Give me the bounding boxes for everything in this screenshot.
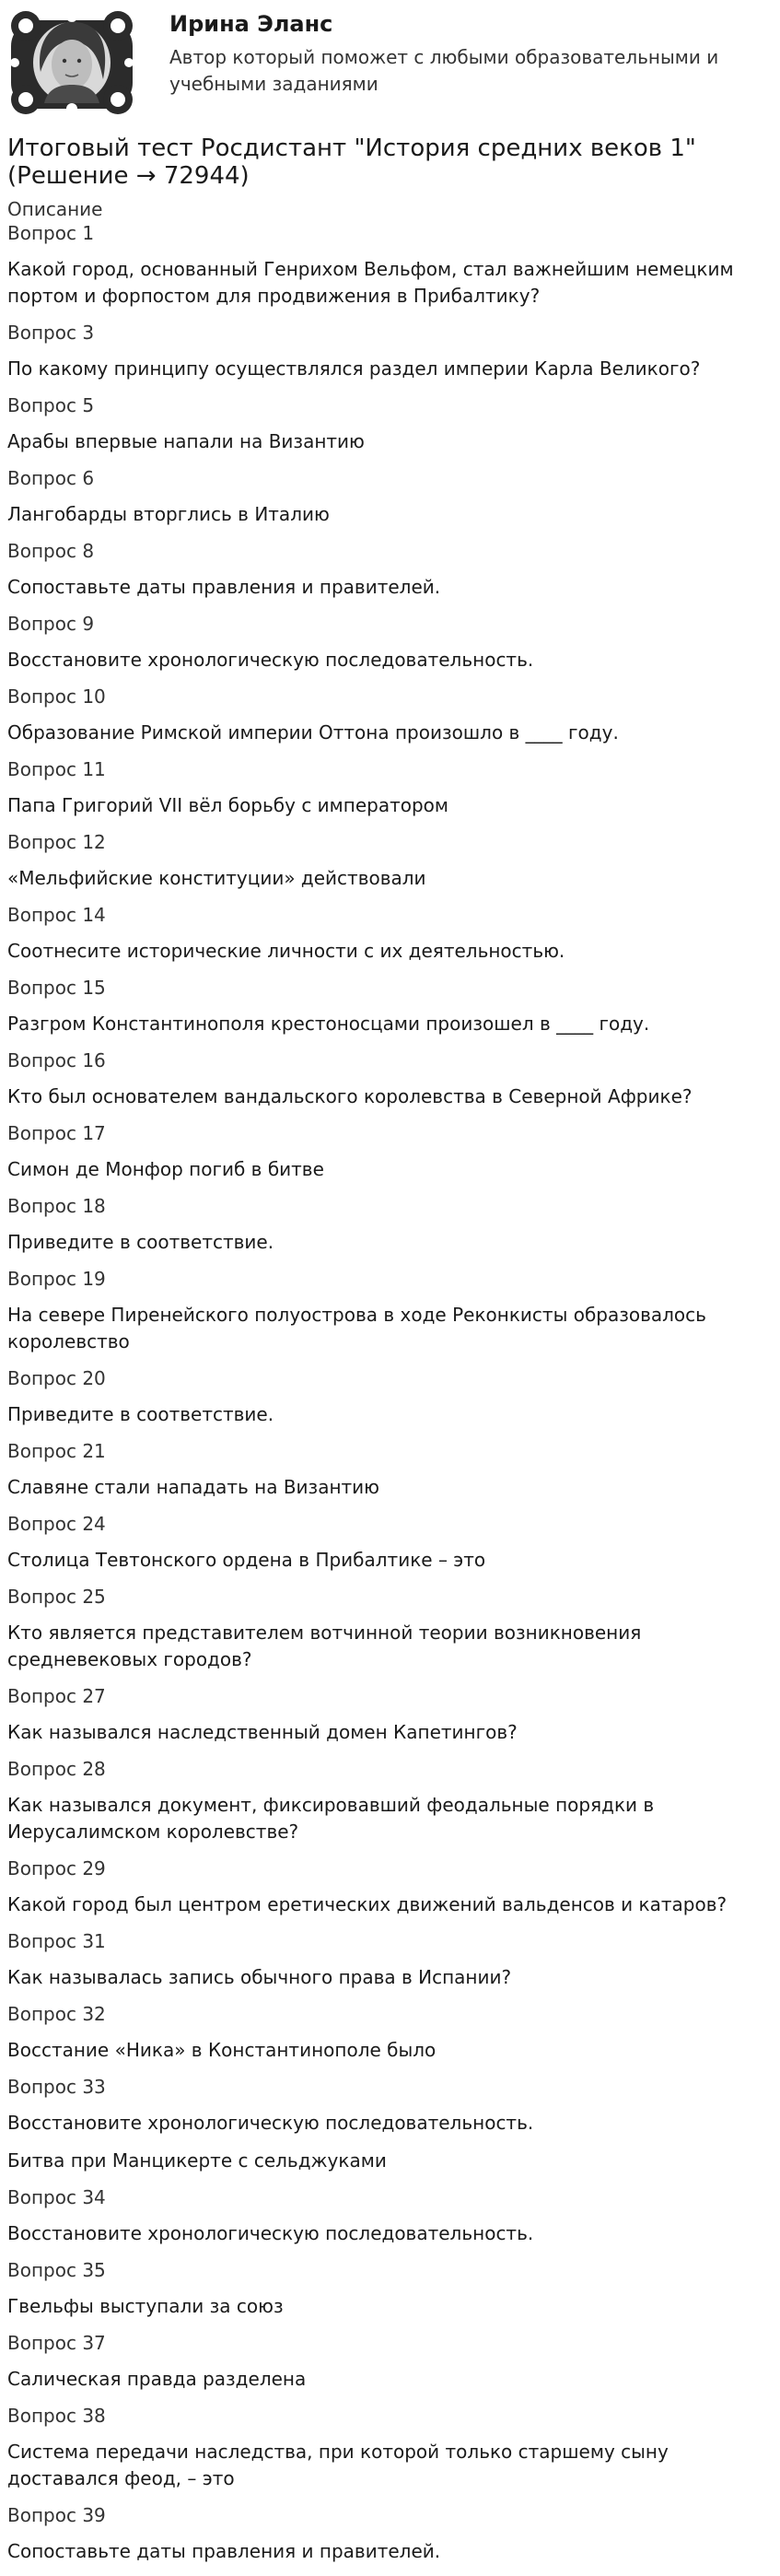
question-text[interactable]: Как назывался наследственный домен Капетингов? <box>7 1721 518 1743</box>
question-number: Вопрос 3 <box>7 322 95 344</box>
question-number: Вопрос 19 <box>7 1268 106 1290</box>
question-number: Вопрос 14 <box>7 904 106 926</box>
author-header <box>0 0 780 129</box>
question-number: Вопрос 11 <box>7 758 106 780</box>
question-item <box>7 1267 772 1355</box>
question-item <box>7 1366 772 1428</box>
question-number: Вопрос 5 <box>7 394 95 416</box>
question-number: Вопрос 8 <box>7 540 95 562</box>
question-text[interactable]: Как называлась запись обычного права в Испании? <box>7 1966 512 1988</box>
question-item <box>7 321 772 382</box>
question-item <box>7 1856 772 1918</box>
question-item <box>7 1757 772 1845</box>
question-item <box>7 612 772 673</box>
question-number: Вопрос 33 <box>7 2076 106 2098</box>
question-text[interactable]: Столица Тевтонского ордена в Прибалтике – это <box>7 1549 486 1571</box>
question-number: Вопрос 21 <box>7 1440 106 1462</box>
question-text[interactable]: Гвельфы выступали за союз <box>7 2295 284 2317</box>
question-item <box>7 2002 772 2064</box>
question-item <box>7 1048 772 1110</box>
question-text[interactable]: Кто был основателем вандальского королевства в Северной Африке? <box>7 1085 693 1107</box>
question-text[interactable]: Система передачи наследства, при которой только старшему сыну доставался феод, – это <box>7 2441 669 2489</box>
question-number: Вопрос 29 <box>7 1857 106 1879</box>
question-item <box>7 539 772 601</box>
question-item <box>7 393 772 455</box>
question-item <box>7 2404 772 2492</box>
question-number: Вопрос 32 <box>7 2003 106 2025</box>
question-text[interactable]: Восстановите хронологическую последовательность. <box>7 2112 534 2134</box>
question-item <box>7 2075 772 2174</box>
question-item <box>7 1439 772 1501</box>
question-number: Вопрос 25 <box>7 1586 106 1608</box>
question-number: Вопрос 24 <box>7 1513 106 1535</box>
question-item <box>7 221 772 310</box>
question-text[interactable]: Образование Римской империи Оттона произошло в ____ году. <box>7 721 619 744</box>
question-text[interactable]: Восстание «Ника» в Константинополе было <box>7 2039 437 2061</box>
question-number: Вопрос 38 <box>7 2405 106 2427</box>
question-text[interactable]: Славяне стали нападать на Византию <box>7 1476 380 1498</box>
question-number: Вопрос 12 <box>7 831 106 853</box>
question-item <box>7 903 772 965</box>
question-text[interactable]: Разгром Константинополя крестоносцами произошел в ____ году. <box>7 1013 650 1035</box>
question-item <box>7 1194 772 1256</box>
questions-container <box>7 221 772 2565</box>
question-number: Вопрос 17 <box>7 1122 106 1144</box>
question-item <box>7 1684 772 1746</box>
question-item <box>7 2503 772 2565</box>
page-title: Итоговый тест Росдистант "История средних веков 1" (Решение → 72944) <box>7 135 696 190</box>
question-number: Вопрос 35 <box>7 2259 106 2281</box>
question-number: Вопрос 9 <box>7 613 95 635</box>
question-item <box>7 2185 772 2247</box>
question-text[interactable]: Приведите в соответствие. <box>7 1403 274 1425</box>
author-avatar[interactable] <box>7 7 136 116</box>
question-item <box>7 2258 772 2320</box>
question-text[interactable]: Лангобарды вторглись в Италию <box>7 503 330 525</box>
question-text[interactable]: Какой город, основанный Генрихом Вельфом, стал важнейшим немецким портом и форпостом для продвижения в Прибалтику? <box>7 258 734 307</box>
question-number: Вопрос 16 <box>7 1049 106 1071</box>
question-item <box>7 830 772 892</box>
question-text[interactable]: По какому принципу осуществлялся раздел империи Карла Великого? <box>7 357 701 380</box>
description-label: Описание <box>7 198 103 220</box>
question-text[interactable]: Соотнесите исторические личности с их деятельностью. <box>7 940 565 962</box>
question-number: Вопрос 27 <box>7 1685 106 1707</box>
question-text[interactable]: Кто является представителем вотчинной теории возникновения средневековых городов? <box>7 1622 642 1670</box>
author-name[interactable]: Ирина Эланс <box>169 11 333 37</box>
question-item <box>7 685 772 746</box>
question-text[interactable]: Приведите в соответствие. <box>7 1231 274 1253</box>
question-text[interactable]: Сопоставьте даты правления и правителей. <box>7 576 441 598</box>
question-item <box>7 466 772 528</box>
question-number: Вопрос 39 <box>7 2504 106 2526</box>
question-text[interactable]: Как назывался документ, фиксировавший феодальные порядки в Иерусалимском королевстве? <box>7 1794 655 1843</box>
question-text[interactable]: Битва при Манцикерте с сельджуками <box>7 2149 387 2172</box>
question-text[interactable]: На севере Пиренейского полуострова в ходе Реконкисты образовалось королевство <box>7 1304 706 1352</box>
question-number: Вопрос 18 <box>7 1195 106 1217</box>
question-number: Вопрос 6 <box>7 467 95 489</box>
question-number: Вопрос 37 <box>7 2332 106 2354</box>
question-item <box>7 1585 772 1673</box>
author-description: Автор который поможет с любыми образовательными и учебными заданиями <box>169 46 719 95</box>
question-item <box>7 757 772 819</box>
question-text[interactable]: Салическая правда разделена <box>7 2368 307 2390</box>
question-number: Вопрос 15 <box>7 977 106 999</box>
question-text[interactable]: Папа Григорий VII вёл борьбу с императором <box>7 794 448 816</box>
question-number: Вопрос 28 <box>7 1758 106 1780</box>
question-item <box>7 2331 772 2393</box>
question-text[interactable]: «Мельфийские конституции» действовали <box>7 867 426 889</box>
question-text[interactable]: Восстановите хронологическую последовательность. <box>7 2222 534 2244</box>
question-text[interactable]: Восстановите хронологическую последовательность. <box>7 649 534 671</box>
question-number: Вопрос 31 <box>7 1930 106 1952</box>
question-item <box>7 1929 772 1991</box>
question-number: Вопрос 20 <box>7 1367 106 1389</box>
question-number: Вопрос 1 <box>7 222 95 244</box>
question-text[interactable]: Симон де Монфор погиб в битве <box>7 1158 324 1180</box>
question-number: Вопрос 34 <box>7 2186 106 2208</box>
question-item <box>7 1512 772 1574</box>
question-number: Вопрос 10 <box>7 685 106 708</box>
question-list <box>7 197 772 2576</box>
question-text[interactable]: Какой город был центром еретических движений вальденсов и катаров? <box>7 1893 728 1915</box>
question-item <box>7 976 772 1037</box>
question-item <box>7 1121 772 1183</box>
question-text[interactable]: Сопоставьте даты правления и правителей. <box>7 2540 441 2562</box>
question-text[interactable]: Арабы впервые напали на Византию <box>7 430 365 452</box>
